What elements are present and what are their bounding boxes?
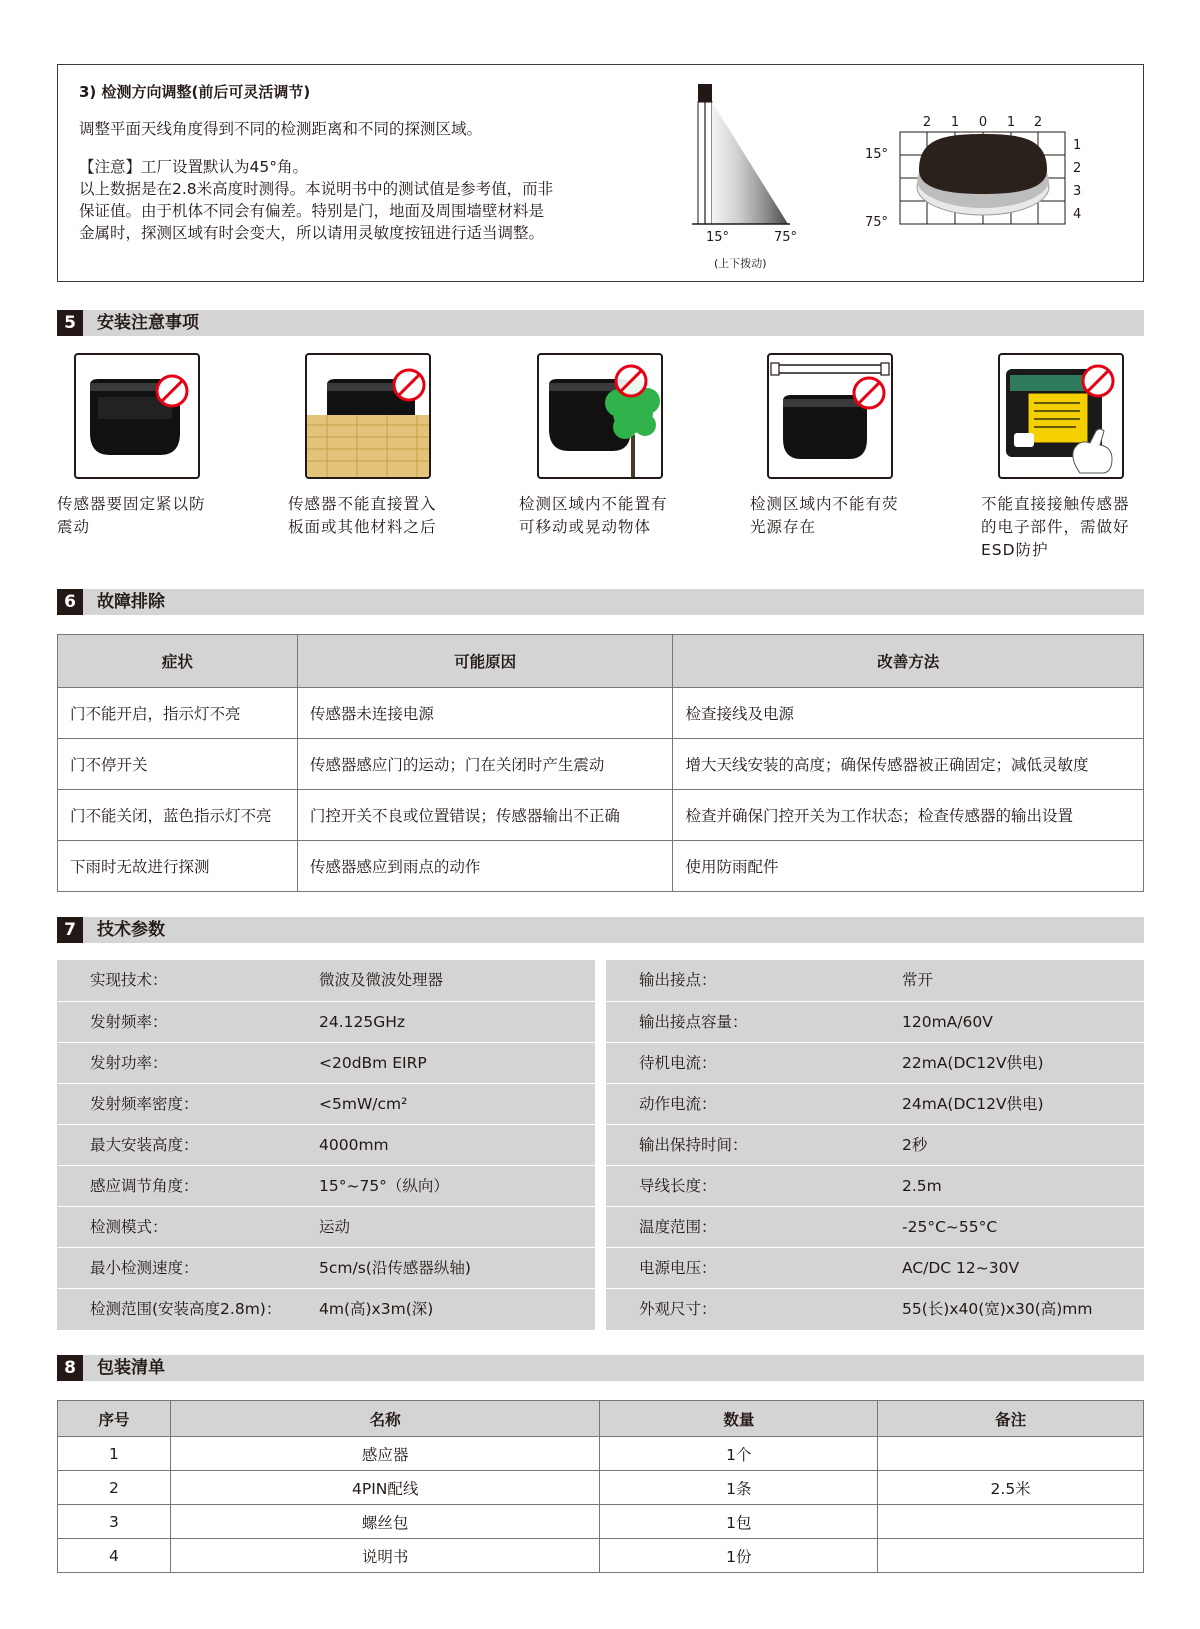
spec-row [606, 1165, 1144, 1206]
index-cell: 1 [58, 1437, 171, 1471]
note-line: 以上数据是在2.8米高度时测得。本说明书中的测试值是参考值，而非 [79, 180, 554, 198]
section-number: 5 [57, 310, 83, 336]
troubleshooting-table [57, 634, 1144, 892]
zone-15 [919, 134, 1047, 194]
table-row [58, 790, 1144, 841]
spec-label: 输出接点： [639, 971, 717, 989]
spec-row [57, 1083, 595, 1124]
spec-value: 常开 [902, 971, 934, 989]
column-header: 名称 [170, 1401, 600, 1437]
spec-row [57, 1001, 595, 1042]
spec-column-left [57, 960, 595, 1330]
spec-row [57, 1206, 595, 1247]
symptom-cell: 下雨时无故进行探测 [58, 841, 298, 892]
caption-line: 光源存在 [750, 518, 817, 536]
index-cell: 3 [58, 1505, 171, 1539]
grid-top-label: 0 [978, 115, 988, 130]
column-header: 改善方法 [673, 635, 1144, 688]
spec-row [606, 1206, 1144, 1247]
spec-label: 实现技术： [90, 971, 168, 989]
section-number: 6 [57, 589, 83, 615]
section3-notes [79, 156, 639, 244]
spec-value: 22mA(DC12V供电) [902, 1054, 1044, 1072]
section-title: 技术参数 [97, 920, 165, 940]
spec-label: 电源电压： [639, 1259, 717, 1277]
spec-value: 4m(高)x3m(深) [319, 1300, 434, 1318]
board-cover-prohibited-icon [305, 353, 431, 479]
section-title: 故障排除 [97, 592, 165, 612]
item-name-cell: 螺丝包 [170, 1505, 600, 1539]
spec-value: <5mW/cm² [319, 1095, 408, 1113]
spec-label: 温度范围： [639, 1218, 717, 1236]
column-header: 序号 [58, 1401, 171, 1437]
spec-row [606, 1083, 1144, 1124]
symptom-cell: 门不能关闭，蓝色指示灯不亮 [58, 790, 298, 841]
spec-row [57, 960, 595, 1000]
diagram-caption: (上下拨动) [714, 257, 767, 270]
spec-label: 待机电流： [639, 1054, 717, 1072]
section3-title: 3) 检测方向调整(前后可灵活调节) [79, 83, 311, 101]
column-header: 症状 [58, 635, 298, 688]
remedy-cell: 检查并确保门控开关为工作状态；检查传感器的输出设置 [673, 790, 1144, 841]
remark-cell: 2.5米 [878, 1471, 1144, 1505]
spec-row [606, 1247, 1144, 1288]
spec-value: 5cm/s(沿传感器纵轴) [319, 1259, 471, 1277]
angle-adjust-diagram [690, 82, 800, 272]
column-header: 数量 [600, 1401, 878, 1437]
caption-line: 可移动或晃动物体 [519, 518, 652, 536]
table-header-row [58, 635, 1144, 688]
caption-line: 板面或其他材料之后 [288, 518, 437, 536]
table-row [58, 739, 1144, 790]
spec-column-right [606, 960, 1144, 1330]
spec-value: 15°~75°（纵向） [319, 1177, 449, 1195]
remedy-cell: 增大天线安装的高度；确保传感器被正确固定；减低灵敏度 [673, 739, 1144, 790]
spec-label: 发射功率： [90, 1054, 168, 1072]
spec-label: 最大安装高度： [90, 1136, 199, 1154]
cause-cell: 门控开关不良或位置错误；传感器输出不正确 [297, 790, 673, 841]
spec-value: 24mA(DC12V供电) [902, 1095, 1044, 1113]
table-header-row [58, 1401, 1144, 1437]
spec-row [57, 1124, 595, 1165]
spec-value: 4000mm [319, 1136, 389, 1154]
grid-top-label: 1 [1006, 115, 1016, 130]
section6-header [57, 589, 1144, 615]
spec-value: 55(长)x40(宽)x30(高)mm [902, 1300, 1093, 1318]
note-line: 保证值。由于机体不同会有偏差。特别是门，地面及周围墙壁材料是 [79, 202, 545, 220]
spec-label: 动作电流： [639, 1095, 717, 1113]
remark-cell [878, 1539, 1144, 1573]
section-title: 安装注意事项 [97, 313, 199, 333]
quantity-cell: 1包 [600, 1505, 878, 1539]
caption-line: 传感器要固定紧以防 [57, 495, 206, 513]
spec-label: 最小检测速度： [90, 1259, 199, 1277]
angle-high-label: 75° [774, 230, 798, 245]
install-caption-1 [57, 493, 227, 539]
grid-top-label: 2 [1033, 115, 1043, 130]
grid-top-label: 1 [950, 115, 960, 130]
caption-line: 不能直接接触传感器 [981, 495, 1130, 513]
table-row [58, 1539, 1144, 1573]
spec-value: 24.125GHz [319, 1013, 406, 1031]
section-title: 包装清单 [97, 1358, 165, 1378]
install-caption-5 [981, 493, 1151, 562]
spec-row [57, 1288, 595, 1329]
quantity-cell: 1条 [600, 1471, 878, 1505]
spec-row [57, 1042, 595, 1083]
spec-label: 导线长度： [639, 1177, 717, 1195]
remedy-cell: 使用防雨配件 [673, 841, 1144, 892]
spec-label: 感应调节角度： [90, 1177, 199, 1195]
spec-row [606, 1124, 1144, 1165]
vibration-prohibited-icon [74, 353, 200, 479]
spec-row [606, 960, 1144, 1000]
item-name-cell: 感应器 [170, 1437, 600, 1471]
spec-label: 输出保持时间： [639, 1136, 748, 1154]
spec-row [57, 1165, 595, 1206]
spec-value: 运动 [319, 1218, 351, 1236]
item-name-cell: 说明书 [170, 1539, 600, 1573]
caption-line: 检测区域内不能置有 [519, 495, 668, 513]
caption-line: 检测区域内不能有荧 [750, 495, 899, 513]
install-caption-3 [519, 493, 689, 539]
install-caption-2 [288, 493, 458, 539]
spec-row [606, 1042, 1144, 1083]
spec-row [57, 1247, 595, 1288]
spec-label: 外观尺寸： [639, 1300, 717, 1318]
spec-label: 发射频率： [90, 1013, 168, 1031]
caption-line: ESD防护 [981, 541, 1049, 559]
grid-right-label: 4 [1073, 207, 1082, 222]
table-row [58, 841, 1144, 892]
caption-line: 的电子部件，需做好 [981, 518, 1130, 536]
section3-description: 调整平面天线角度得到不同的检测距离和不同的探测区域。 [79, 120, 483, 138]
symptom-cell: 门不停开关 [58, 739, 298, 790]
moving-object-prohibited-icon [537, 353, 663, 479]
detection-beam [712, 102, 788, 224]
table-row [58, 1471, 1144, 1505]
caption-line: 传感器不能直接置入 [288, 495, 437, 513]
cause-cell: 传感器感应门的运动；门在关闭时产生震动 [297, 739, 673, 790]
table-row [58, 1437, 1144, 1471]
spec-value: 微波及微波处理器 [319, 971, 444, 989]
note-line: 【注意】工厂设置默认为45°角。 [79, 158, 308, 176]
index-cell: 2 [58, 1471, 171, 1505]
spec-label: 发射频率密度： [90, 1095, 199, 1113]
spec-value: -25°C~55°C [902, 1218, 998, 1236]
section-number: 8 [57, 1355, 83, 1381]
install-caption-4 [750, 493, 920, 539]
detection-area-diagram [855, 112, 1085, 237]
spec-row [606, 1001, 1144, 1042]
sensor-head [698, 84, 712, 102]
item-name-cell: 4PIN配线 [170, 1471, 600, 1505]
quantity-cell: 1个 [600, 1437, 878, 1471]
table-row [58, 688, 1144, 739]
packing-list-table [57, 1400, 1144, 1573]
remark-cell [878, 1505, 1144, 1539]
grid-top-label: 2 [922, 115, 932, 130]
spec-label: 检测模式： [90, 1218, 168, 1236]
cause-cell: 传感器感应到雨点的动作 [297, 841, 673, 892]
table-row [58, 1505, 1144, 1539]
spec-value: <20dBm EIRP [319, 1054, 427, 1072]
spec-label: 检测范围(安装高度2.8m)： [90, 1300, 282, 1318]
section7-header [57, 917, 1144, 943]
spec-value: AC/DC 12~30V [902, 1259, 1020, 1277]
grid-right-label: 2 [1073, 161, 1082, 176]
spec-row [606, 1288, 1144, 1329]
cause-cell: 传感器未连接电源 [297, 688, 673, 739]
remark-cell [878, 1437, 1144, 1471]
column-header: 可能原因 [297, 635, 673, 688]
symptom-cell: 门不能开启，指示灯不亮 [58, 688, 298, 739]
esd-touch-prohibited-icon [998, 353, 1124, 479]
note-line: 金属时，探测区域有时会变大，所以请用灵敏度按钮进行适当调整。 [79, 224, 545, 242]
spec-value: 2秒 [902, 1136, 928, 1154]
fluorescent-light-prohibited-icon [767, 353, 893, 479]
grid-angle-bottom: 75° [865, 215, 889, 230]
section5-header [57, 310, 1144, 336]
index-cell: 4 [58, 1539, 171, 1573]
grid-right-label: 1 [1073, 138, 1082, 153]
remedy-cell: 检查接线及电源 [673, 688, 1144, 739]
section-number: 7 [57, 917, 83, 943]
spec-value: 2.5m [902, 1177, 942, 1195]
angle-low-label: 15° [706, 230, 730, 245]
grid-right-label: 3 [1073, 184, 1082, 199]
quantity-cell: 1份 [600, 1539, 878, 1573]
section8-header [57, 1355, 1144, 1381]
spec-label: 输出接点容量： [639, 1013, 748, 1031]
caption-line: 震动 [57, 518, 91, 536]
column-header: 备注 [878, 1401, 1144, 1437]
spec-value: 120mA/60V [902, 1013, 993, 1031]
grid-angle-top: 15° [865, 147, 889, 162]
